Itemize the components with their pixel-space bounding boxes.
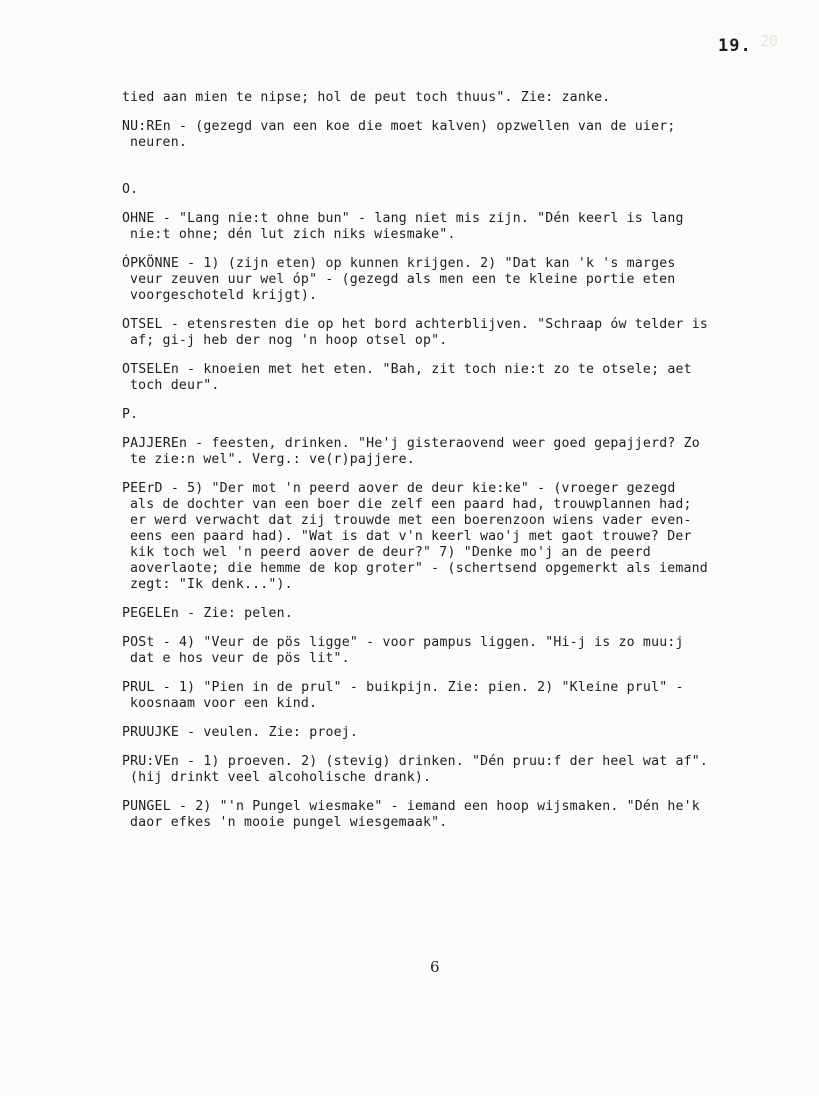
entry-line: er werd verwacht dat zij trouwde met een boerenzoon wiens vader even- — [130, 513, 692, 528]
dictionary-entries — [122, 90, 762, 844]
entry-line: PRUUJKE - veulen. Zie: proej. — [122, 725, 359, 740]
section-gap — [122, 164, 762, 182]
entry-line: O. — [122, 182, 139, 197]
dictionary-entry — [122, 436, 762, 468]
entry-line: OTSELEn - knoeien met het eten. "Bah, zit toch nie:t zo te otsele; aet — [122, 362, 692, 377]
entry-line: voorgeschoteld krijgt). — [130, 288, 318, 303]
dictionary-entry — [122, 256, 762, 304]
dictionary-entry — [122, 635, 762, 667]
dictionary-entry — [122, 362, 762, 394]
footer-page-number: 6 — [430, 958, 440, 976]
entry-line: OHNE - "Lang nie:t ohne bun" - lang niet mis zijn. "Dén keerl is lang — [122, 211, 684, 226]
dictionary-entry — [122, 211, 762, 243]
entry-line: nie:t ohne; dén lut zich niks wiesmake". — [130, 227, 456, 242]
dictionary-entry — [122, 481, 762, 593]
entry-line: PEErD - 5) "Der mot 'n peerd aover de deur kie:ke" - (vroeger gezegd — [122, 481, 676, 496]
entry-line: ÓPKÖNNE - 1) (zijn eten) op kunnen krijgen. 2) "Dat kan 'k 's marges — [122, 256, 676, 271]
entry-line: PEGELEn - Zie: pelen. — [122, 606, 293, 621]
dictionary-entry — [122, 119, 762, 151]
entry-line: eens een paard had). "Wat is dat v'n keerl wao'j met gaot trouwe? Der — [130, 529, 692, 544]
entry-line: PRU:VEn - 1) proeven. 2) (stevig) drinken. "Dén pruu:f der heel wat af". — [122, 754, 709, 769]
dictionary-entry — [122, 317, 762, 349]
entry-line: P. — [122, 407, 139, 422]
entry-line: toch deur". — [130, 378, 220, 393]
dictionary-entry — [122, 725, 762, 741]
dictionary-entry — [122, 606, 762, 622]
dictionary-entry — [122, 90, 762, 106]
entry-line: POSt - 4) "Veur de pös ligge" - voor pampus liggen. "Hi-j is zo muu:j — [122, 635, 684, 650]
entry-line: (hij drinkt veel alcoholische drank). — [130, 770, 432, 785]
entry-line: tied aan mien te nipse; hol de peut toch thuus". Zie: zanke. — [122, 90, 611, 105]
entry-line: neuren. — [130, 135, 187, 150]
dictionary-entry — [122, 799, 762, 831]
entry-line: dat e hos veur de pös lit". — [130, 651, 350, 666]
dictionary-entry — [122, 754, 762, 786]
entry-line: daor efkes 'n mooie pungel wiesgemaak". — [130, 815, 448, 830]
entry-line: PRUL - 1) "Pien in de prul" - buikpijn. Zie: pien. 2) "Kleine prul" - — [122, 680, 684, 695]
dictionary-entry — [122, 680, 762, 712]
entry-line: OTSEL - etensresten die op het bord achterblijven. "Schraap ów telder is — [122, 317, 709, 332]
section-letter — [122, 182, 762, 198]
bleed-through-mark: 20 — [760, 32, 779, 50]
entry-line: te zie:n wel". Verg.: ve(r)pajjere. — [130, 452, 415, 467]
entry-line: PUNGEL - 2) "'n Pungel wiesmake" - iemand een hoop wijsmaken. "Dén he'k — [122, 799, 700, 814]
entry-line: PAJJEREn - feesten, drinken. "He'j gisteraovend weer goed gepajjerd? Zo — [122, 436, 700, 451]
entry-line: af; gi-j heb der nog 'n hoop otsel op". — [130, 333, 448, 348]
entry-line: koosnaam voor een kind. — [130, 696, 318, 711]
entry-line: NU:REn - (gezegd van een koe die moet kalven) opzwellen van de uier; — [122, 119, 676, 134]
entry-line: aoverlaote; die hemme de kop groter" - (schertsend opgemerkt als iemand — [130, 561, 708, 576]
page-number: 19. — [718, 36, 752, 56]
section-letter — [122, 407, 762, 423]
entry-line: kik toch wel 'n peerd aover de deur?" 7) "Denke mo'j an de peerd — [130, 545, 651, 560]
entry-line: veur zeuven uur wel óp" - (gezegd als men een te kleine portie eten — [130, 272, 676, 287]
entry-line: zegt: "Ik denk..."). — [130, 577, 293, 592]
entry-line: als de dochter van een boer die zelf een paard had, trouwplannen had; — [130, 497, 692, 512]
